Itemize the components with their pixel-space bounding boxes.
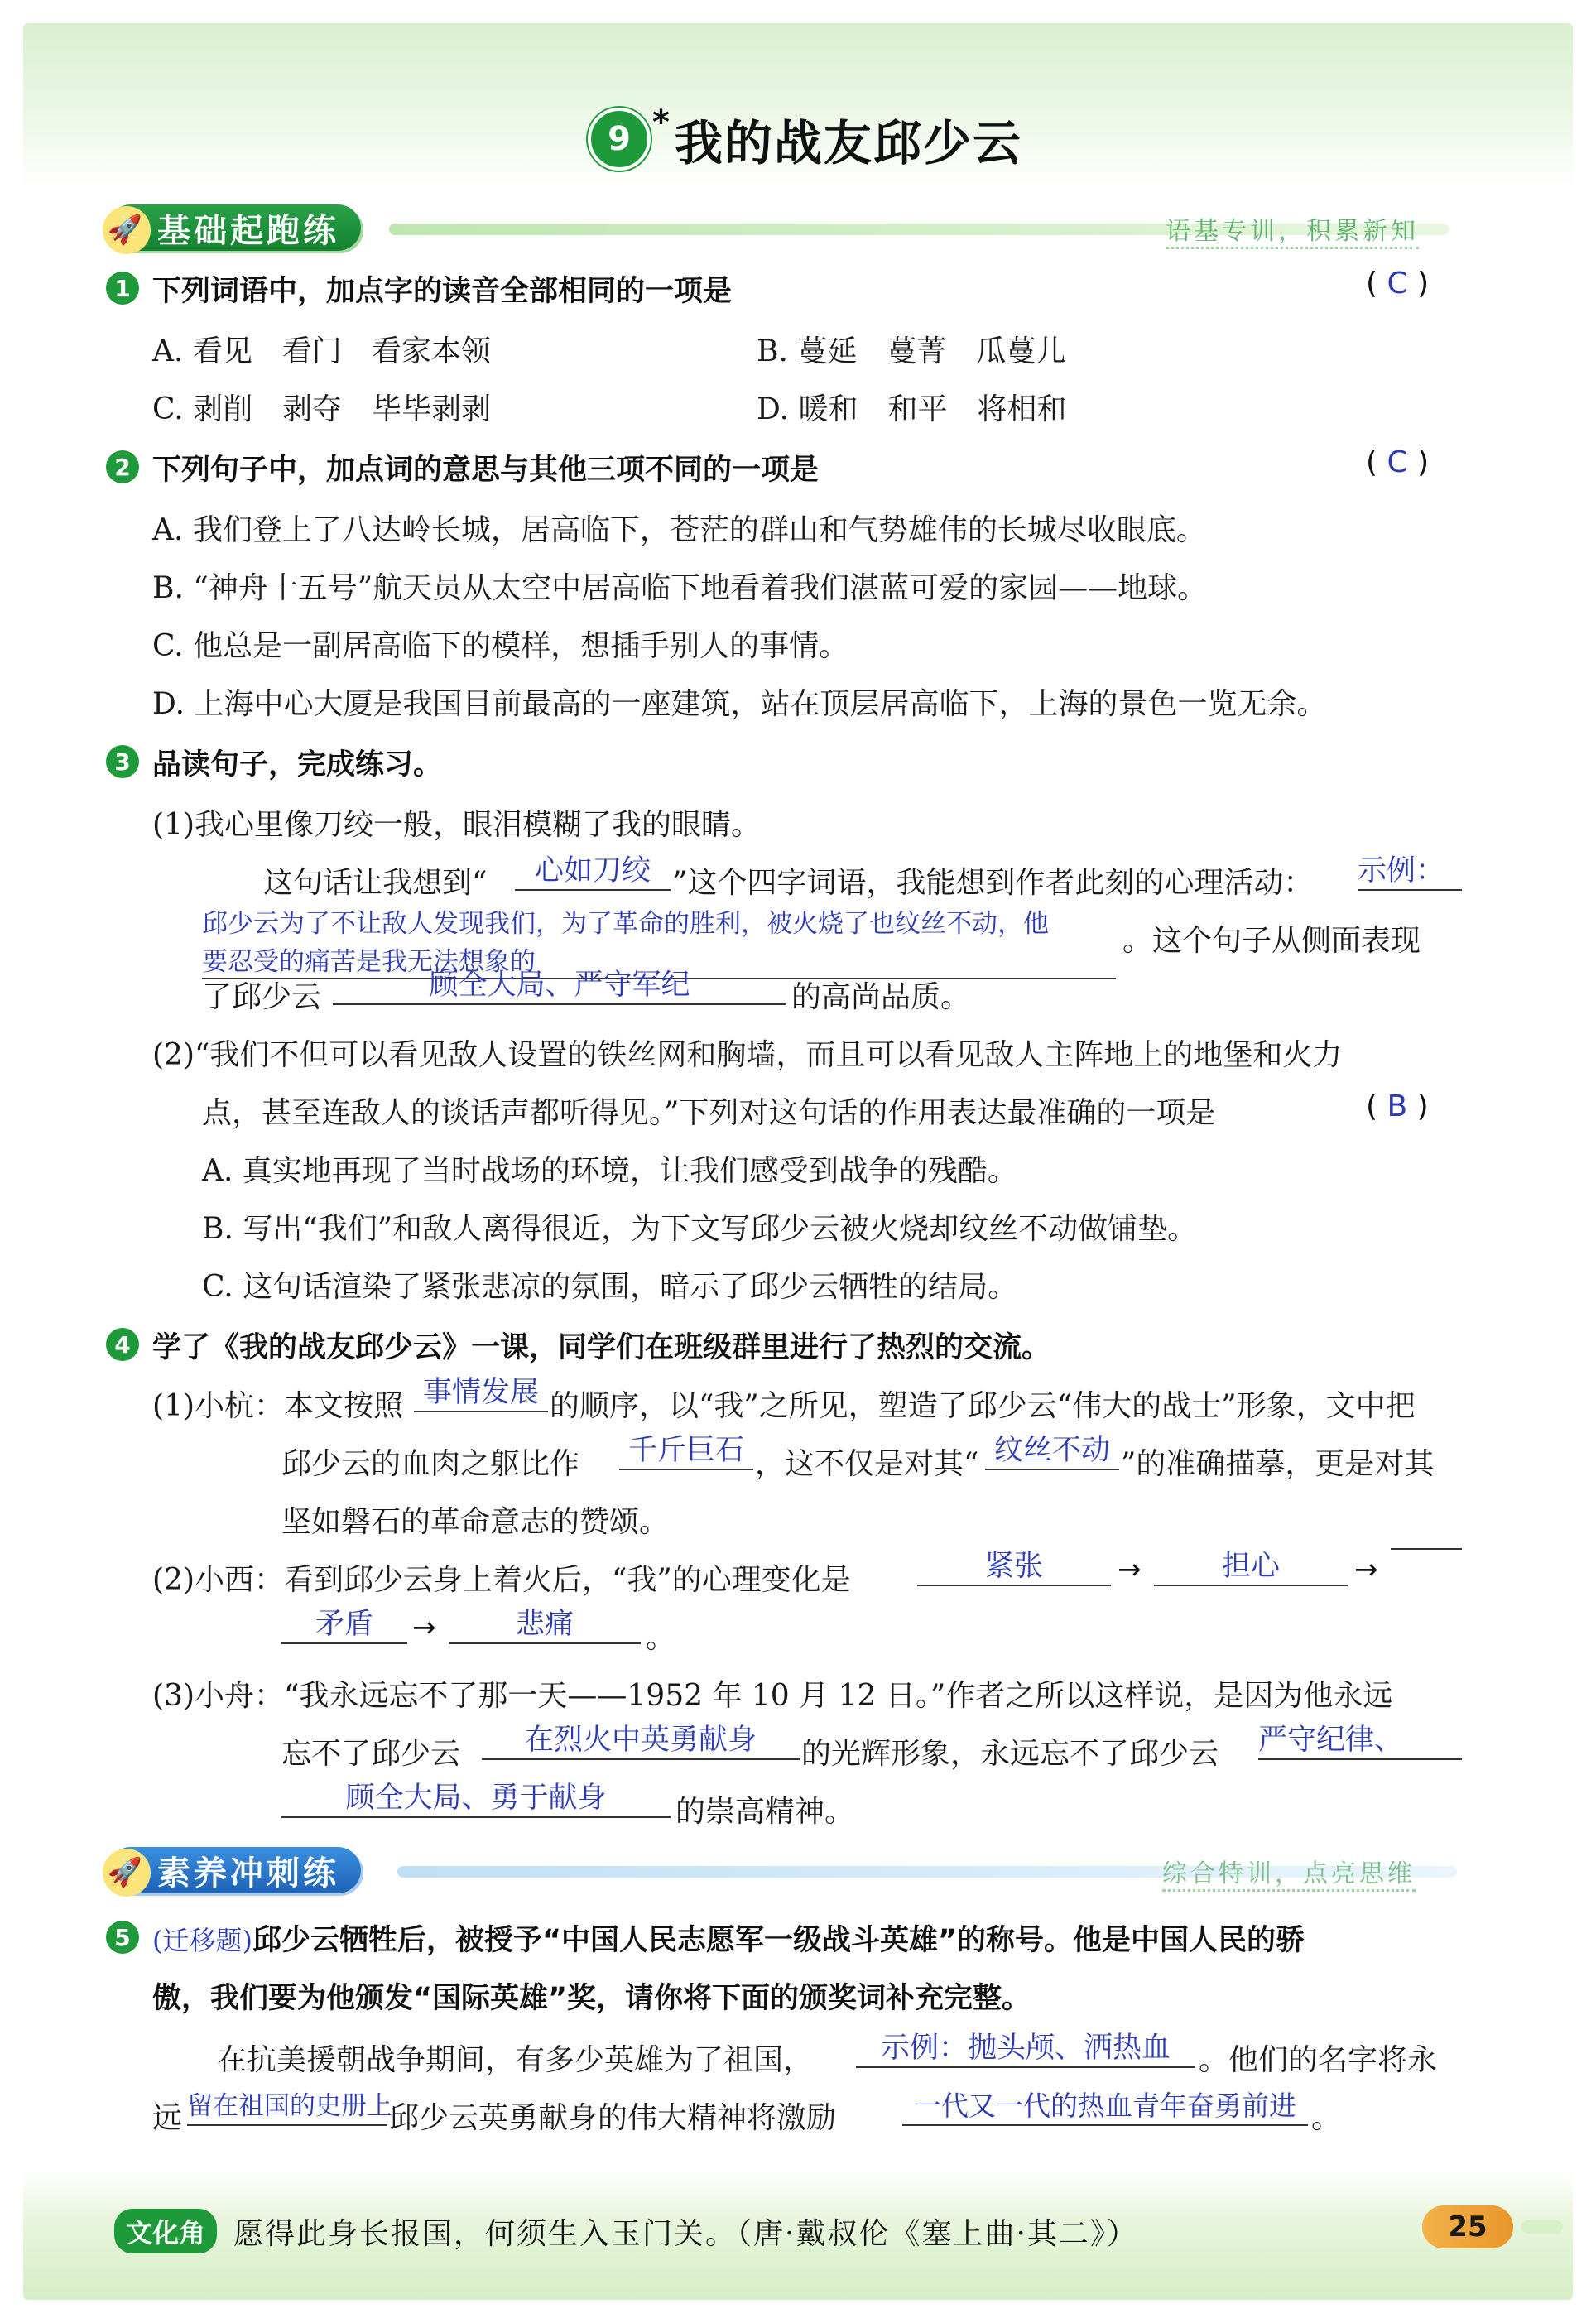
option-a: A. 真实地再现了当时战场的环境，让我们感受到战争的残酷。 <box>202 1154 1017 1188</box>
answer-blank: 担心 <box>1154 1548 1348 1586</box>
option-c: C. 这句话渲染了紧张悲凉的氛围，暗示了邱少云牺牲的结局。 <box>202 1270 1018 1304</box>
option-a: A. 我们登上了八达岭长城，居高临下，苍茫的群山和气势雄伟的长城尽收眼底。 <box>152 513 1206 547</box>
question-stem: 品读句子，完成练习。 <box>152 748 443 782</box>
answer-blank: 示例： <box>1358 853 1462 891</box>
answer-blank: 严守纪律、 <box>1258 1722 1462 1760</box>
arrow-icon: → <box>1354 1553 1378 1586</box>
text-segment: ”的准确描摹，更是对其 <box>1121 1447 1435 1481</box>
answer-blank: 留在祖国的史册上 <box>187 2088 387 2126</box>
culture-corner <box>114 2209 1138 2253</box>
section-tag: 综合特训，点亮思维 <box>1162 1853 1416 1892</box>
text-segment: 的高尚品质。 <box>791 980 971 1014</box>
text-segment: ，这不仅是对其“ <box>755 1447 979 1481</box>
answer-bracket: ( B ) <box>1366 1089 1429 1123</box>
option-b: B. “神舟十五号”航天员从太空中居高临下地看着我们湛蓝可爱的家园——地球。 <box>152 571 1208 605</box>
answer-blank: 示例：抛头颅、洒热血 <box>856 2030 1195 2068</box>
text-segment: (3)小舟：“我永远忘不了那一天——1952 年 10 月 12 日。”作者之所以这样说，是因为他永远 <box>152 1679 1393 1713</box>
text-segment: 了邱少云 <box>202 980 322 1014</box>
sub-question-text: 点，甚至连敌人的谈话声都听得见。”下列对这句话的作用表达最准确的一项是 <box>202 1096 1216 1130</box>
question-stem: 学了《我的战友邱少云》一课，同学们在班级群里进行了热烈的交流。 <box>152 1331 1051 1364</box>
text-segment: 。这个句子从侧面表现 <box>1122 924 1421 958</box>
question-number: 5 <box>106 1921 139 1954</box>
question-type-tag: (迁移题) <box>152 1925 252 1956</box>
page-title: 我的战友邱少云 <box>674 115 1022 171</box>
answer-blank: 事情发展 <box>414 1374 548 1412</box>
rocket-icon: 🚀 <box>103 1849 151 1897</box>
option-d: D. 暖和 和平 将相和 <box>757 392 1067 426</box>
optional-lesson-star: * <box>652 103 670 142</box>
answer-blank: 纹丝不动 <box>985 1432 1119 1470</box>
rocket-icon: 🚀 <box>103 206 151 254</box>
question-stem: 下列句子中，加点词的意思与其他三项不同的一项是 <box>152 454 820 487</box>
text-segment: 。 <box>1311 2101 1342 2135</box>
text-segment: 的顺序，以“我”之所见，塑造了邱少云“伟大的战士”形象，文中把 <box>550 1389 1416 1423</box>
arrow-icon: → <box>1118 1553 1142 1586</box>
text-segment: 在抗美援朝战争期间，有多少英雄为了祖国， <box>217 2043 814 2077</box>
text-segment: 远 <box>152 2101 183 2135</box>
answer-blank: 一代又一代的热血青年奋勇前进 <box>902 2088 1308 2126</box>
question-stem: 傲，我们要为他颁发“国际英雄”奖，请你将下面的颁奖词补充完整。 <box>152 1982 1031 2015</box>
answer-blank: 千斤巨石 <box>619 1432 753 1470</box>
option-c: C. 剥削 剥夺 毕毕剥剥 <box>152 392 492 426</box>
culture-quote: 愿得此身长报国，何须生入玉门关。（唐·戴叔伦《塞上曲·其二》） <box>233 2216 1138 2251</box>
text-segment: 的崇高精神。 <box>675 1795 855 1829</box>
text-segment: ”这个四字词语，我能想到作者此刻的心理活动： <box>672 866 1314 900</box>
answer-blank: 紧张 <box>917 1548 1111 1586</box>
answer-bracket: ( C ) <box>1366 267 1430 301</box>
arrow-icon: → <box>412 1611 436 1644</box>
question-stem <box>152 1917 1305 1959</box>
section-label: 基础起跑练 <box>157 211 339 250</box>
page-number-decoration <box>1521 2220 1563 2234</box>
question-number: 1 <box>106 272 139 305</box>
answer-blank: 悲痛 <box>449 1606 641 1644</box>
section-label: 素养冲刺练 <box>157 1854 339 1893</box>
option-c: C. 他总是一副居高临下的模样，想插手别人的事情。 <box>152 629 849 663</box>
answer-bracket: ( C ) <box>1366 445 1430 479</box>
text-segment: 。 <box>646 1621 676 1655</box>
option-b: B. 写出“我们”和敌人离得很近，为下文写邱少云被火烧却纹丝不动做铺垫。 <box>202 1212 1198 1246</box>
page-number: 25 <box>1422 2205 1513 2248</box>
text-segment: 邱少云英勇献身的伟大精神将激励 <box>389 2101 837 2135</box>
question-number: 2 <box>106 450 139 483</box>
option-b: B. 蔓延 蔓菁 瓜蔓儿 <box>757 334 1066 368</box>
text-segment: 坚如磐石的革命意志的赞颂。 <box>281 1505 670 1539</box>
answer-text: 邱少云为了不让敌人发现我们，为了革命的胜利，被火烧了也纹丝不动，他 <box>202 909 1049 939</box>
question-stem-text: 邱少云牺牲后，被授予“中国人民志愿军一级战斗英雄”的称号。他是中国人民的骄 <box>252 1924 1305 1957</box>
text-segment: 的光辉形象，永远忘不了邱少云 <box>801 1737 1219 1771</box>
text-segment: 忘不了邱少云 <box>281 1737 461 1771</box>
option-d: D. 上海中心大厦是我国目前最高的一座建筑，站在顶层居高临下，上海的景色一览无余。 <box>152 687 1327 721</box>
answer-blank: 顾全大局、严守军纪 <box>333 967 786 1005</box>
option-a: A. 看见 看门 看家本领 <box>152 334 491 368</box>
culture-badge: 文化角 <box>114 2209 217 2253</box>
lesson-title <box>588 98 1022 180</box>
section-banner-basic <box>108 202 361 253</box>
text-segment: 邱少云的血肉之躯比作 <box>281 1447 580 1481</box>
text-segment: 。他们的名字将永 <box>1199 2043 1438 2077</box>
answer-blank: 在烈火中英勇献身 <box>482 1722 800 1760</box>
section-tag: 语基专训，积累新知 <box>1166 210 1419 249</box>
answer-blank: 矛盾 <box>281 1606 407 1644</box>
sub-question-quote: (1)我心里像刀绞一般，眼泪模糊了我的眼睛。 <box>152 808 761 842</box>
answer-blank: 顾全大局、勇于献身 <box>281 1780 671 1818</box>
answer-blank <box>1391 1548 1462 1550</box>
answer: C <box>1387 267 1408 301</box>
section-banner-advanced <box>108 1844 361 1896</box>
question-stem: 下列词语中，加点字的读音全部相同的一项是 <box>152 275 733 308</box>
lesson-number-badge: 9 <box>588 108 651 171</box>
text-segment: (2)小西：看到邱少云身上着火后，“我”的心理变化是 <box>152 1563 851 1597</box>
question-number: 3 <box>106 745 139 778</box>
answer: B <box>1387 1089 1408 1123</box>
text-segment: (1)小杭：本文按照 <box>152 1389 403 1423</box>
sub-question-text: (2)“我们不但可以看见敌人设置的铁丝网和胸墙，而且可以看见敌人主阵地上的地堡和火力 <box>152 1038 1343 1072</box>
question-number: 4 <box>106 1328 139 1361</box>
answer-blank: 心如刀绞 <box>515 853 671 891</box>
answer: C <box>1387 445 1408 479</box>
answer-text: 要忍受的痛苦是我无法想象的 <box>202 940 1116 979</box>
text-segment: 这句话让我想到“ <box>263 866 488 900</box>
